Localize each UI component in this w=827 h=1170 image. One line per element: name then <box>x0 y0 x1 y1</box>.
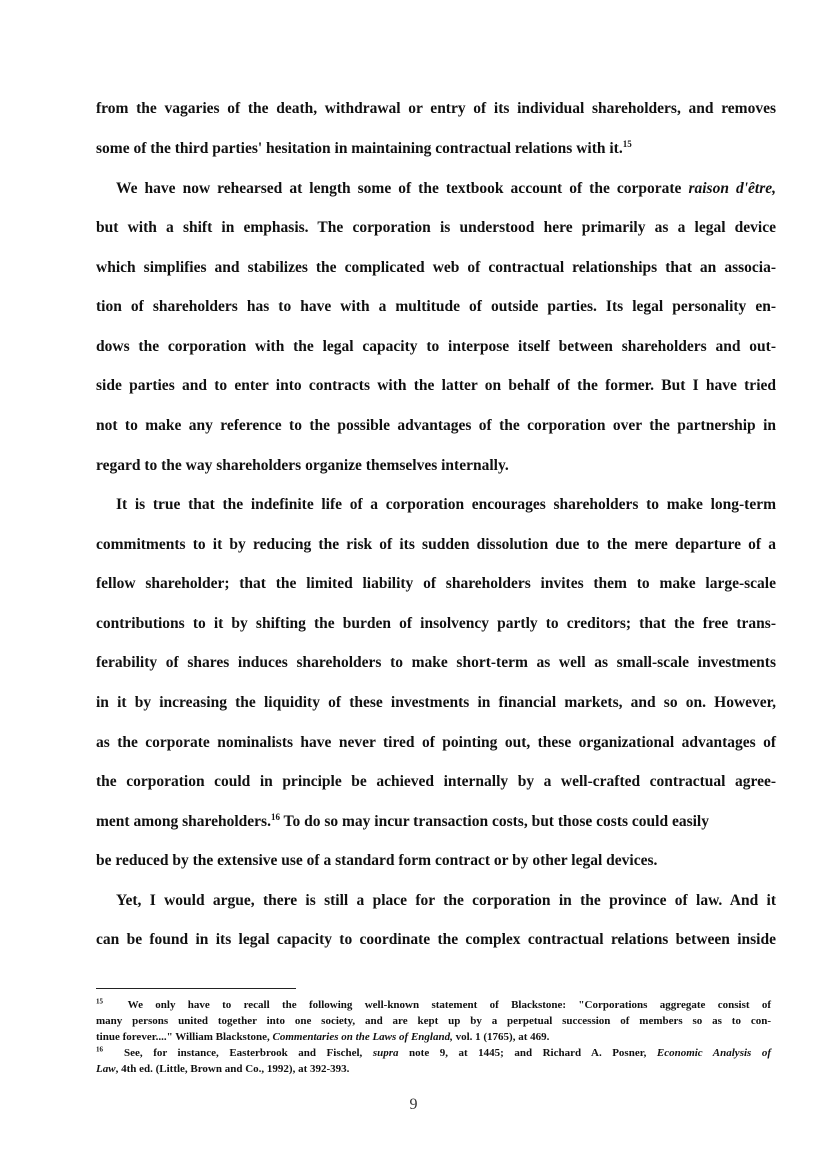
footnote-16-text-1a: See, for instance, Easterbrook and Fischel, <box>124 1047 373 1059</box>
body-line-18: the corporation could in principle be achieved internally by a well-crafted contractual agree- <box>96 773 776 790</box>
footnote-16-line-2 <box>96 1062 771 1078</box>
footnote-16-line-1 <box>96 1046 771 1062</box>
footnote-15-text-1: We only have to recall the following well-known statement of Blackstone: "Corporations aggregate consist of <box>127 999 772 1011</box>
body-line-5: which simplifies and stabilizes the complicated web of contractual relationships that an associa- <box>96 259 776 276</box>
body-line-17: as the corporate nominalists have never tired of pointing out, these organizational advantages of <box>96 734 776 751</box>
body-line-10: regard to the way shareholders organize themselves internally. <box>96 457 509 474</box>
footnote-ref-15[interactable]: 15 <box>622 138 632 149</box>
body-line-6: tion of shareholders has to have with a multitude of outside parties. Its legal personality en- <box>96 298 776 315</box>
footnote-15-text-3a: tinue forever...." William Blackstone, <box>96 1031 273 1043</box>
footnote-15-book-title: Commentaries on the Laws of England, <box>272 1031 453 1043</box>
body-line-2-text: some of the third parties' hesitation in maintaining contractual relations with it. <box>96 140 623 157</box>
body-line-9: not to make any reference to the possible advantages of the corporation over the partnership in <box>96 417 776 434</box>
body-line-4: but with a shift in emphasis. The corporation is understood here primarily as a legal device <box>96 219 776 236</box>
footnote-ref-16[interactable]: 16 <box>270 811 280 822</box>
body-line-22: can be found in its legal capacity to coordinate the complex contractual relations between inside <box>96 931 776 948</box>
footnote-15-mark: 15 <box>96 997 103 1006</box>
body-line-3 <box>116 179 776 199</box>
footnote-16-text-2b: , 4th ed. (Little, Brown and Co., 1992), at 392-393. <box>115 1063 350 1075</box>
footnote-16-book-title-a: Economic Analysis of <box>656 1047 771 1059</box>
page-number: 9 <box>409 1096 418 1113</box>
body-line-2 <box>96 139 776 159</box>
body-line-7: dows the corporation with the legal capacity to interpose itself between shareholders and out- <box>96 338 776 355</box>
footnote-16-mark: 16 <box>96 1045 103 1054</box>
body-line-19-text-b: To do so may incur transaction costs, but those costs could easily <box>279 813 709 830</box>
body-line-19-text-a: ment among shareholders. <box>96 813 271 830</box>
body-line-21: Yet, I would argue, there is still a place for the corporation in the province of law. And it <box>116 892 776 909</box>
body-line-13: fellow shareholder; that the limited liability of shareholders invites them to make large-scale <box>96 575 776 592</box>
body-line-19 <box>96 812 776 832</box>
body-line-1: from the vagaries of the death, withdrawal or entry of its individual shareholders, and removes <box>96 100 776 117</box>
body-line-3-text: We have now rehearsed at length some of the textbook account of the corporate <box>116 180 689 197</box>
footnote-15-text-3b: vol. 1 (1765), at 469. <box>452 1031 550 1043</box>
raison-detre-italic: raison d'être, <box>688 180 776 197</box>
body-line-20: be reduced by the extensive use of a standard form contract or by other legal devices. <box>96 852 658 869</box>
footnote-15-line-1 <box>96 998 771 1014</box>
body-line-16: in it by increasing the liquidity of these investments in financial markets, and so on. However, <box>96 694 776 711</box>
footnote-separator <box>96 988 296 989</box>
footnote-16-supra: supra <box>372 1047 399 1059</box>
footnote-16-book-title-b: Law <box>96 1063 116 1075</box>
footnote-15-line-3 <box>96 1030 771 1046</box>
footnote-15-line-2: many persons united together into one society, and are kept up by a perpetual succession of members so as to con- <box>96 1015 771 1027</box>
body-line-15: ferability of shares induces shareholders to make short-term as well as small-scale investments <box>96 654 776 671</box>
body-line-11: It is true that the indefinite life of a corporation encourages shareholders to make long-term <box>116 496 776 513</box>
body-line-8: side parties and to enter into contracts with the latter on behalf of the former. But I have tried <box>96 377 776 394</box>
body-line-14: contributions to it by shifting the burden of insolvency partly to creditors; that the free trans- <box>96 615 776 632</box>
body-line-12: commitments to it by reducing the risk of its sudden dissolution due to the mere departure of a <box>96 536 776 553</box>
footnote-16-text-1b: note 9, at 1445; and Richard A. Posner, <box>398 1047 657 1059</box>
